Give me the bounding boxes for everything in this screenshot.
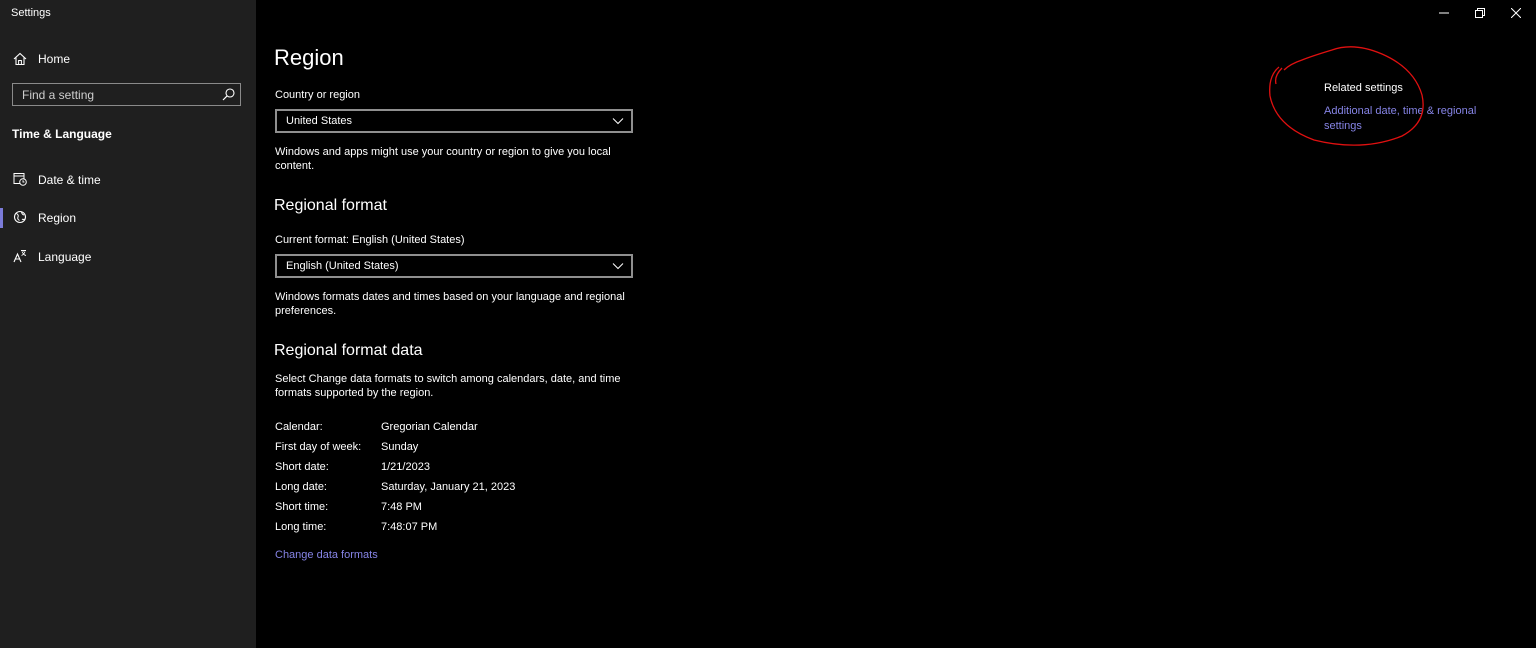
country-label: Country or region xyxy=(275,89,360,101)
format-data-value: 7:48:07 PM xyxy=(381,521,438,533)
regional-format-heading: Regional format xyxy=(274,197,387,214)
format-data-value: 7:48 PM xyxy=(381,501,422,513)
sidebar-item-home-label: Home xyxy=(38,52,71,66)
country-description: Windows and apps might use your country or region to give you local content. xyxy=(275,146,611,172)
language-icon xyxy=(13,249,27,263)
search-box xyxy=(12,83,241,106)
country-dropdown[interactable] xyxy=(275,109,633,133)
format-data-key: Short date: xyxy=(275,461,329,473)
chevron-down-icon xyxy=(612,117,624,125)
sidebar-item-label: Language xyxy=(38,250,92,264)
sidebar-item-label: Date & time xyxy=(38,173,101,187)
format-data-description: Select Change data formats to switch among calendars, date, and time formats supported by the region. xyxy=(275,373,621,399)
related-settings-heading: Related settings xyxy=(1324,82,1403,94)
calendar-clock-icon xyxy=(13,172,27,186)
format-data-key: Long time: xyxy=(275,521,327,533)
regional-format-dropdown[interactable] xyxy=(275,254,633,278)
country-value: United States xyxy=(286,115,353,127)
search-input[interactable] xyxy=(13,84,222,105)
chevron-down-icon xyxy=(612,262,624,270)
format-data-value: Sunday xyxy=(381,441,419,453)
sidebar-section-title: Time & Language xyxy=(12,127,112,141)
globe-icon xyxy=(13,210,27,224)
app-title: Settings xyxy=(11,7,51,19)
format-data-key: First day of week: xyxy=(275,441,362,453)
main-content xyxy=(256,0,1536,648)
format-data-key: Short time: xyxy=(275,501,329,513)
search-icon[interactable] xyxy=(222,88,235,101)
format-data-value: Gregorian Calendar xyxy=(381,421,478,433)
sidebar-item-language[interactable] xyxy=(0,244,256,270)
sidebar-item-region[interactable] xyxy=(0,205,256,231)
format-data-key: Calendar: xyxy=(275,421,323,433)
format-data-key: Long date: xyxy=(275,481,327,493)
sidebar xyxy=(0,0,256,648)
sidebar-item-date-time[interactable] xyxy=(0,167,256,193)
selection-indicator xyxy=(0,208,3,228)
regional-format-value: English (United States) xyxy=(286,260,399,272)
change-data-formats-link[interactable]: Change data formats xyxy=(275,549,378,561)
sidebar-item-home[interactable] xyxy=(0,46,256,72)
format-data-heading: Regional format data xyxy=(274,342,423,359)
current-format-label: Current format: English (United States) xyxy=(275,234,465,246)
home-icon xyxy=(13,52,27,66)
regional-format-description: Windows formats dates and times based on your language and regional preferences. xyxy=(275,291,625,317)
page-title: Region xyxy=(274,45,344,70)
sidebar-item-label: Region xyxy=(38,211,77,225)
additional-regional-settings-link[interactable]: Additional date, time & regional settings xyxy=(1324,105,1477,132)
format-data-value: 1/21/2023 xyxy=(381,461,430,473)
format-data-value: Saturday, January 21, 2023 xyxy=(381,481,516,493)
